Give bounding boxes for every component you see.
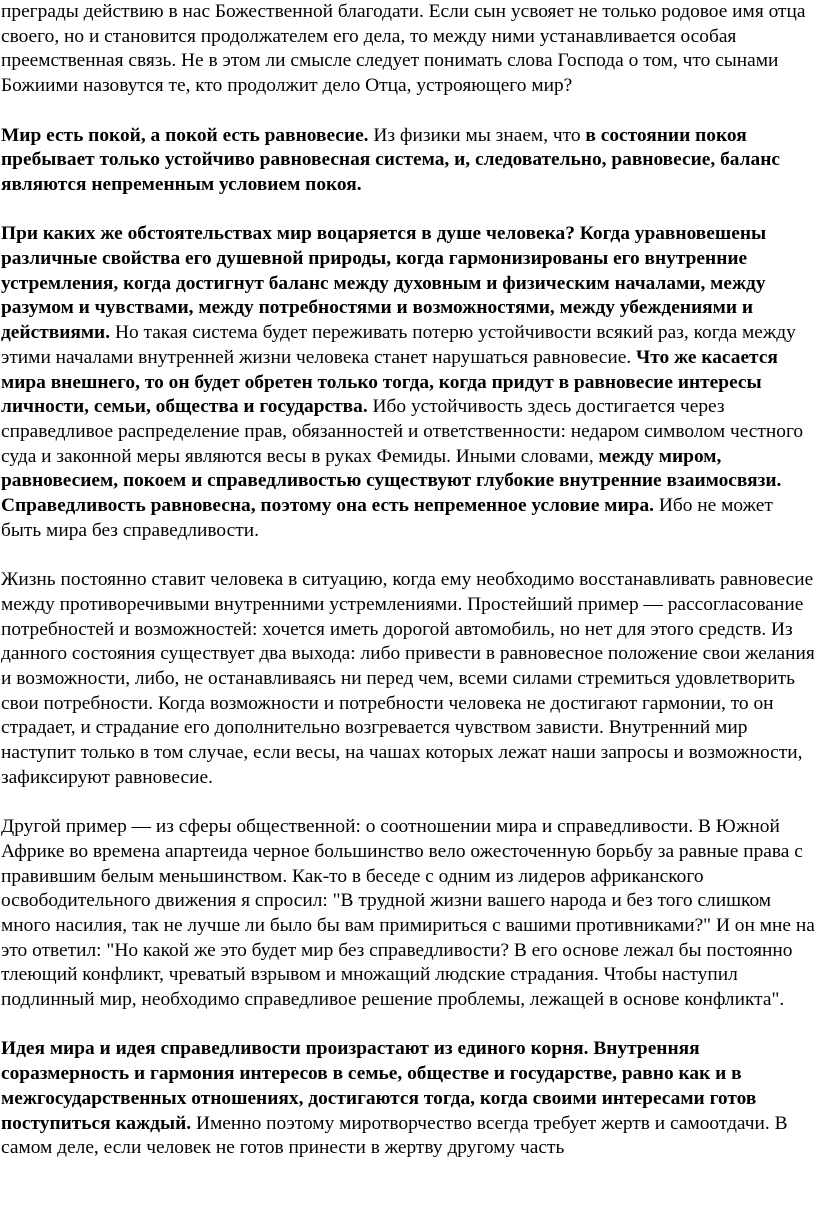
text-run: преграды действию в нас Божественной благодати. Если сын усвояет не только родовое имя отца своего, но и становится продолжателем его дела, то между ними устанавливается особая преемственная связь. Не в этом ли смысле следует понимать слова Господа о том, что сынами Божиими назовутся те, кто продолжит дело Отца, устрояющего мир?	[1, 1, 806, 97]
text-run: Именно поэтому миротворчество всегда требует жертв и самоотдачи. В самом деле, если человек не готов принести в жертву другому часть	[1, 1112, 788, 1159]
paragraph-spacer	[1, 543, 816, 568]
bold-text-run: При каких же обстоятельствах мир воцаряется в душе человека? Когда уравновешены различные свойства его душевной природы, когда гармонизированы его внутренние устремления, когда достигнут баланс между духовным и физическим началами, между разумом и чувствами, между потребностями и возможностями, между убеждениями и действиями.	[1, 223, 767, 344]
paragraph-needs-and-means	[1, 568, 816, 790]
paragraph-spacer	[1, 198, 816, 223]
paragraph-south-africa-example	[1, 815, 816, 1013]
paragraph-peace-equilibrium	[1, 124, 816, 198]
paragraph-spacer	[1, 99, 816, 124]
text-run: Из физики мы знаем, что	[368, 124, 586, 146]
bold-text-run: Мир есть покой, а покой есть равновесие.	[1, 124, 369, 146]
text-run: Жизнь постоянно ставит человека в ситуацию, когда ему необходимо восстанавливать равновесие между противоречивыми внутренними устремлениями. Простейший пример — рассогласование потребностей и возможностей: хочется иметь дорогой автомобиль, но нет для этого средств. Из данного состояния существует два выхода: либо привести в равновесное положение свои желания и возможности, либо, не останавливаясь ни перед чем, всеми силами стремиться удовлетворить свои потребности. Когда возможности и потребности человека не достигают гармонии, то он страдает, и страдание его дополнительно возгревается чувством зависти. Внутренний мир наступит только в том случае, если весы, на чашах которых лежат наши запросы и возможности, зафиксируют равновесие.	[1, 569, 815, 788]
bold-text-run: между миром, равновесием, покоем и справедливостью существуют глубокие внутренние взаимосвязи. Справедливость равновесна, поэтому она есть непременное условие мира.	[1, 445, 782, 517]
paragraph-spacer	[1, 1013, 816, 1038]
bold-text-run: в состоянии покоя пребывает только устойчиво равновесная система, и, следовательно, равновесие, баланс являются непременным условием покоя.	[1, 124, 780, 195]
text-run: Другой пример — из сферы общественной: о соотношении мира и справедливости. В Южной Африке во времена апартеида черное большинство вело ожесточенную борьбу за равные права с правившим белым меньшинством. Как-то в беседе с одним из лидеров африканского освободительного движения я спросил: "В трудной жизни вашего народа и без того слишком много насилия, так не лучше ли было бы вам примириться с вашими противниками?" И он мне на это ответил: "Но какой же это будет мир без справедливости? В его основе лежал бы постоянно тлеющий конфликт, чреватый взрывом и множащий людские страдания. Чтобы наступил подлинный мир, необходимо справедливое решение проблемы, лежащей в основе конфликта".	[1, 816, 815, 1011]
bold-text-run: Идея мира и идея справедливости произрастают из единого корня. Внутренняя соразмерность и гармония интересов в семье, обществе и государстве, равно как и в межгосударственных отношениях, достигаются тогда, когда своими интересами готов поступиться каждый.	[1, 1038, 757, 1134]
text-run: Но такая система будет переживать потерю устойчивости всякий раз, когда между этими началами внутренней жизни человека станет нарушаться равновесие.	[1, 322, 796, 368]
paragraph-inner-and-outer-peace	[1, 222, 816, 543]
paragraph-spacer	[1, 790, 816, 815]
paragraph-peace-and-justice-root	[1, 1037, 816, 1161]
text-run: Ибо не может быть мира без справедливости.	[1, 495, 773, 541]
bold-text-run: Что же касается мира внешнего, то он будет обретен только тогда, когда придут в равновесие интересы личности, семьи, общества и государства.	[1, 346, 778, 418]
paragraph-grace-and-sonship	[1, 0, 816, 99]
text-run: Ибо устойчивость здесь достигается через справедливое распределение прав, обязанностей и ответственности: недаром символом честного суда и законной меры являются весы в руках Фемиды. Иными словами,	[1, 396, 804, 467]
